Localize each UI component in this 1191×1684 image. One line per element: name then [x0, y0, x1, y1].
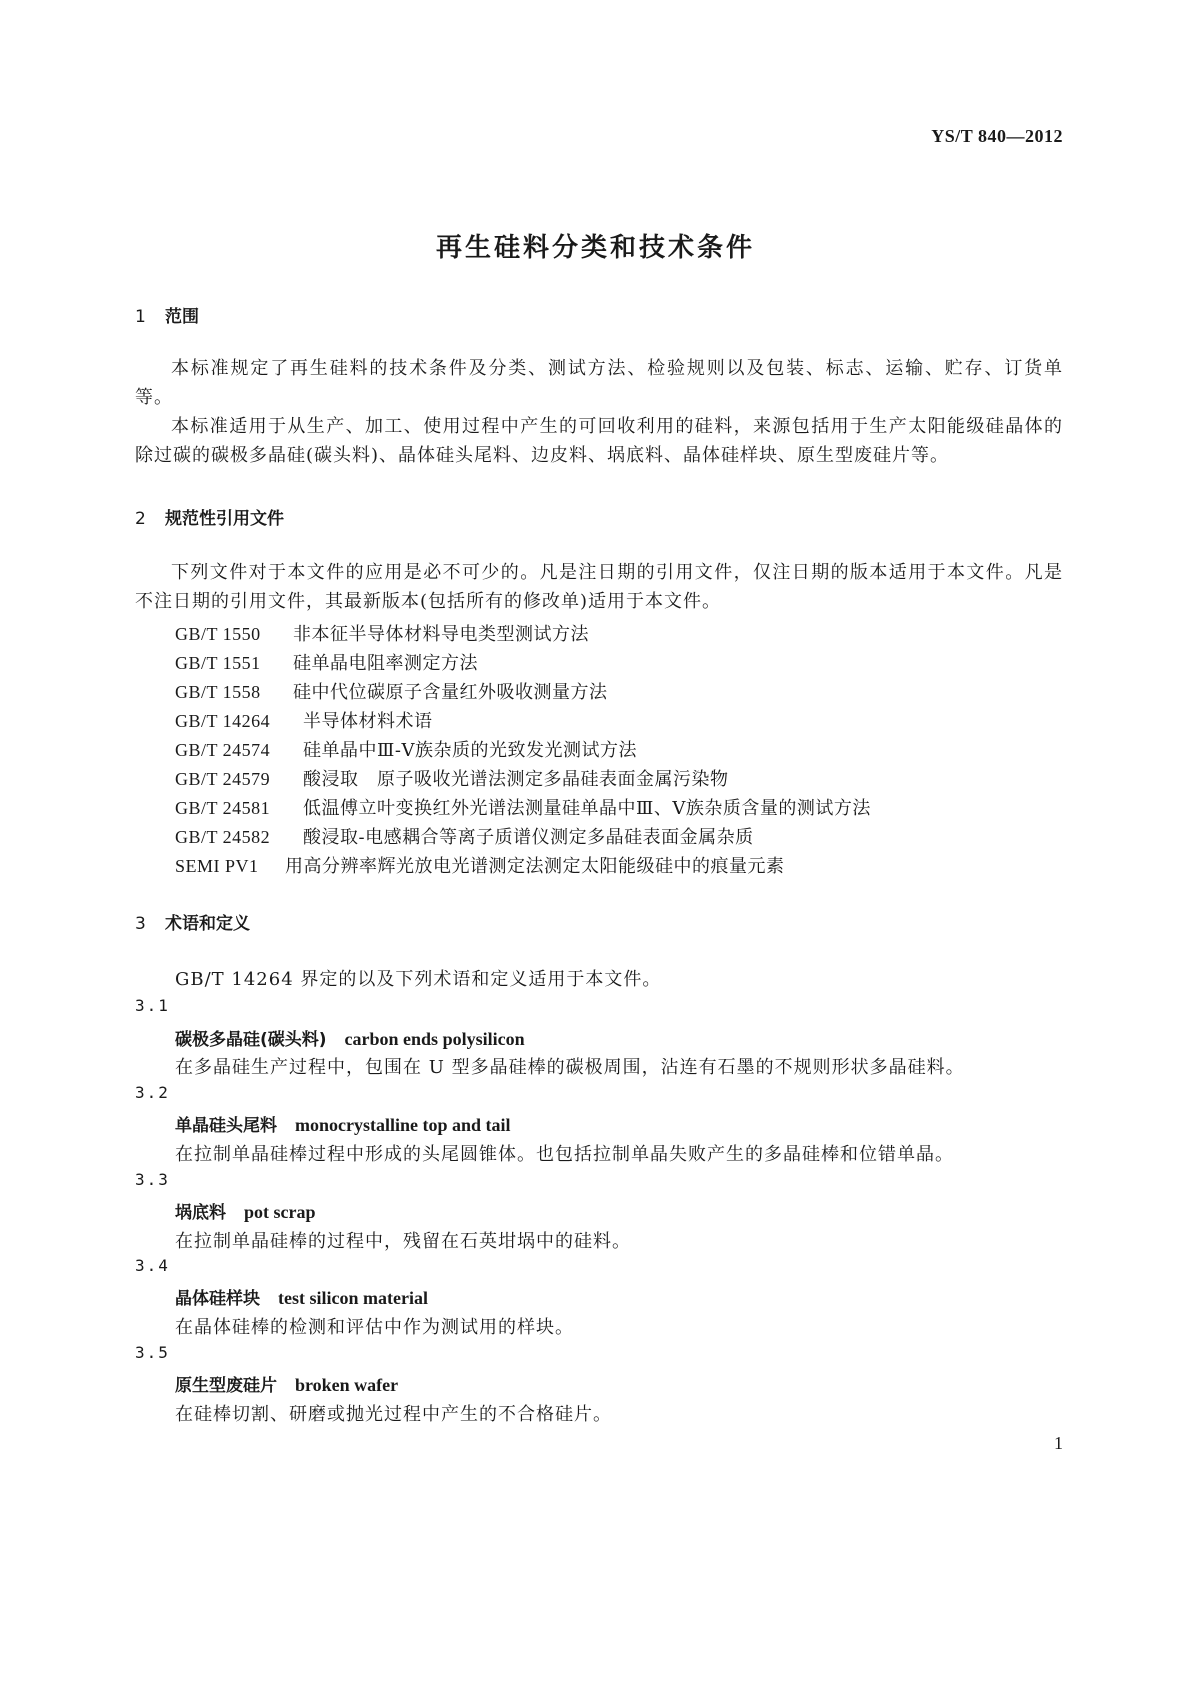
term-number: 3.3: [135, 1170, 170, 1189]
section-title: 范围: [165, 307, 199, 327]
section-title: 规范性引用文件: [165, 509, 284, 529]
section-title: 术语和定义: [165, 914, 250, 934]
term-number: 3.1: [135, 996, 170, 1015]
document-title: 再生硅料分类和技术条件: [435, 233, 755, 263]
reference-item: [175, 823, 754, 849]
reference-name: 酸浸取 原子吸收光谱法测定多晶硅表面金属污染物: [303, 769, 729, 790]
scope-paragraph-1: 本标准规定了再生硅料的技术条件及分类、测试方法、检验规则以及包装、标志、运输、贮存、订货单等。: [135, 358, 1063, 408]
term-name-zh: 原生型废硅片: [175, 1376, 277, 1396]
reference-code: GB/T 24581: [175, 798, 271, 818]
reference-item: [175, 852, 785, 878]
term-name-zh: 埚底料: [175, 1203, 226, 1223]
reference-item: [175, 620, 589, 646]
term-name-en: monocrystalline top and tail: [295, 1115, 511, 1135]
reference-name: 非本征半导体材料导电类型测试方法: [293, 624, 589, 645]
term-number: 3.4: [135, 1256, 170, 1275]
term-definition: 在硅棒切割、研磨或抛光过程中产生的不合格硅片。: [175, 1404, 612, 1425]
reference-name: 半导体材料术语: [303, 711, 433, 732]
term-name-en: pot scrap: [244, 1202, 316, 1222]
section-heading-scope: [135, 302, 199, 327]
section-heading-terms: [135, 909, 250, 934]
reference-item: [175, 765, 729, 791]
reference-code: GB/T 1550: [175, 624, 261, 644]
normative-refs-intro: 下列文件对于本文件的应用是必不可少的。凡是注日期的引用文件，仅注日期的版本适用于本文件。凡是不注日期的引用文件，其最新版本(包括所有的修改单)适用于本文件。: [135, 562, 1063, 612]
reference-name: 硅单晶中Ⅲ-Ⅴ族杂质的光致发光测试方法: [303, 740, 637, 761]
reference-code: GB/T 24582: [175, 827, 271, 847]
reference-code: GB/T 14264: [175, 711, 271, 731]
page-number: 1: [1054, 1433, 1063, 1453]
term-definition: 在晶体硅棒的检测和评估中作为测试用的样块。: [175, 1317, 574, 1338]
terms-intro: GB/T 14264 界定的以及下列术语和定义适用于本文件。: [175, 969, 662, 990]
term-name: [175, 1284, 428, 1309]
section-number: 1: [135, 307, 146, 327]
term-name: [175, 1025, 525, 1050]
reference-item: [175, 678, 608, 704]
standard-code: YS/T 840—2012: [931, 126, 1063, 146]
reference-name: 硅中代位碳原子含量红外吸收测量方法: [293, 682, 608, 703]
term-name-en: test silicon material: [278, 1288, 428, 1308]
term-number: 3.2: [135, 1083, 170, 1102]
term-definition: 在拉制单晶硅棒过程中形成的头尾圆锥体。也包括拉制单晶失败产生的多晶硅棒和位错单晶。: [175, 1144, 954, 1165]
term-name: [175, 1111, 511, 1136]
term-name: [175, 1371, 398, 1396]
reference-item: [175, 707, 433, 733]
term-name-zh: 碳极多晶硅(碳头料): [175, 1030, 327, 1050]
section-number: 2: [135, 509, 146, 529]
scope-paragraph-2: 本标准适用于从生产、加工、使用过程中产生的可回收利用的硅料，来源包括用于生产太阳能级硅晶体的除过碳的碳极多晶硅(碳头料)、晶体硅头尾料、边皮料、埚底料、晶体硅样块、原生型废硅片等。: [135, 416, 1063, 466]
section-heading-normative-refs: [135, 504, 284, 529]
term-name-en: carbon ends polysilicon: [344, 1029, 525, 1049]
term-definition: 在拉制单晶硅棒的过程中，残留在石英坩埚中的硅料。: [175, 1231, 631, 1252]
reference-name: 低温傅立叶变换红外光谱法测量硅单晶中Ⅲ、Ⅴ族杂质含量的测试方法: [303, 798, 871, 819]
reference-name: 酸浸取-电感耦合等离子质谱仪测定多晶硅表面金属杂质: [303, 827, 754, 848]
term-name-en: broken wafer: [295, 1375, 399, 1395]
term-name-zh: 单晶硅头尾料: [175, 1116, 277, 1136]
reference-code: GB/T 1558: [175, 682, 261, 702]
reference-name: 用高分辨率辉光放电光谱测定法测定太阳能级硅中的痕量元素: [285, 856, 785, 877]
reference-code: GB/T 24579: [175, 769, 271, 789]
section-number: 3: [135, 914, 146, 934]
term-definition: 在多晶硅生产过程中，包围在 U 型多晶硅棒的碳极周围，沾连有石墨的不规则形状多晶硅料。: [175, 1057, 965, 1078]
term-number: 3.5: [135, 1343, 170, 1362]
reference-item: [175, 736, 637, 762]
reference-name: 硅单晶电阻率测定方法: [293, 653, 478, 674]
reference-code: GB/T 24574: [175, 740, 271, 760]
reference-code: SEMI PV1: [175, 856, 259, 876]
reference-item: [175, 649, 478, 675]
reference-item: [175, 794, 871, 820]
term-name: [175, 1198, 316, 1223]
reference-code: GB/T 1551: [175, 653, 261, 673]
term-name-zh: 晶体硅样块: [175, 1289, 260, 1309]
